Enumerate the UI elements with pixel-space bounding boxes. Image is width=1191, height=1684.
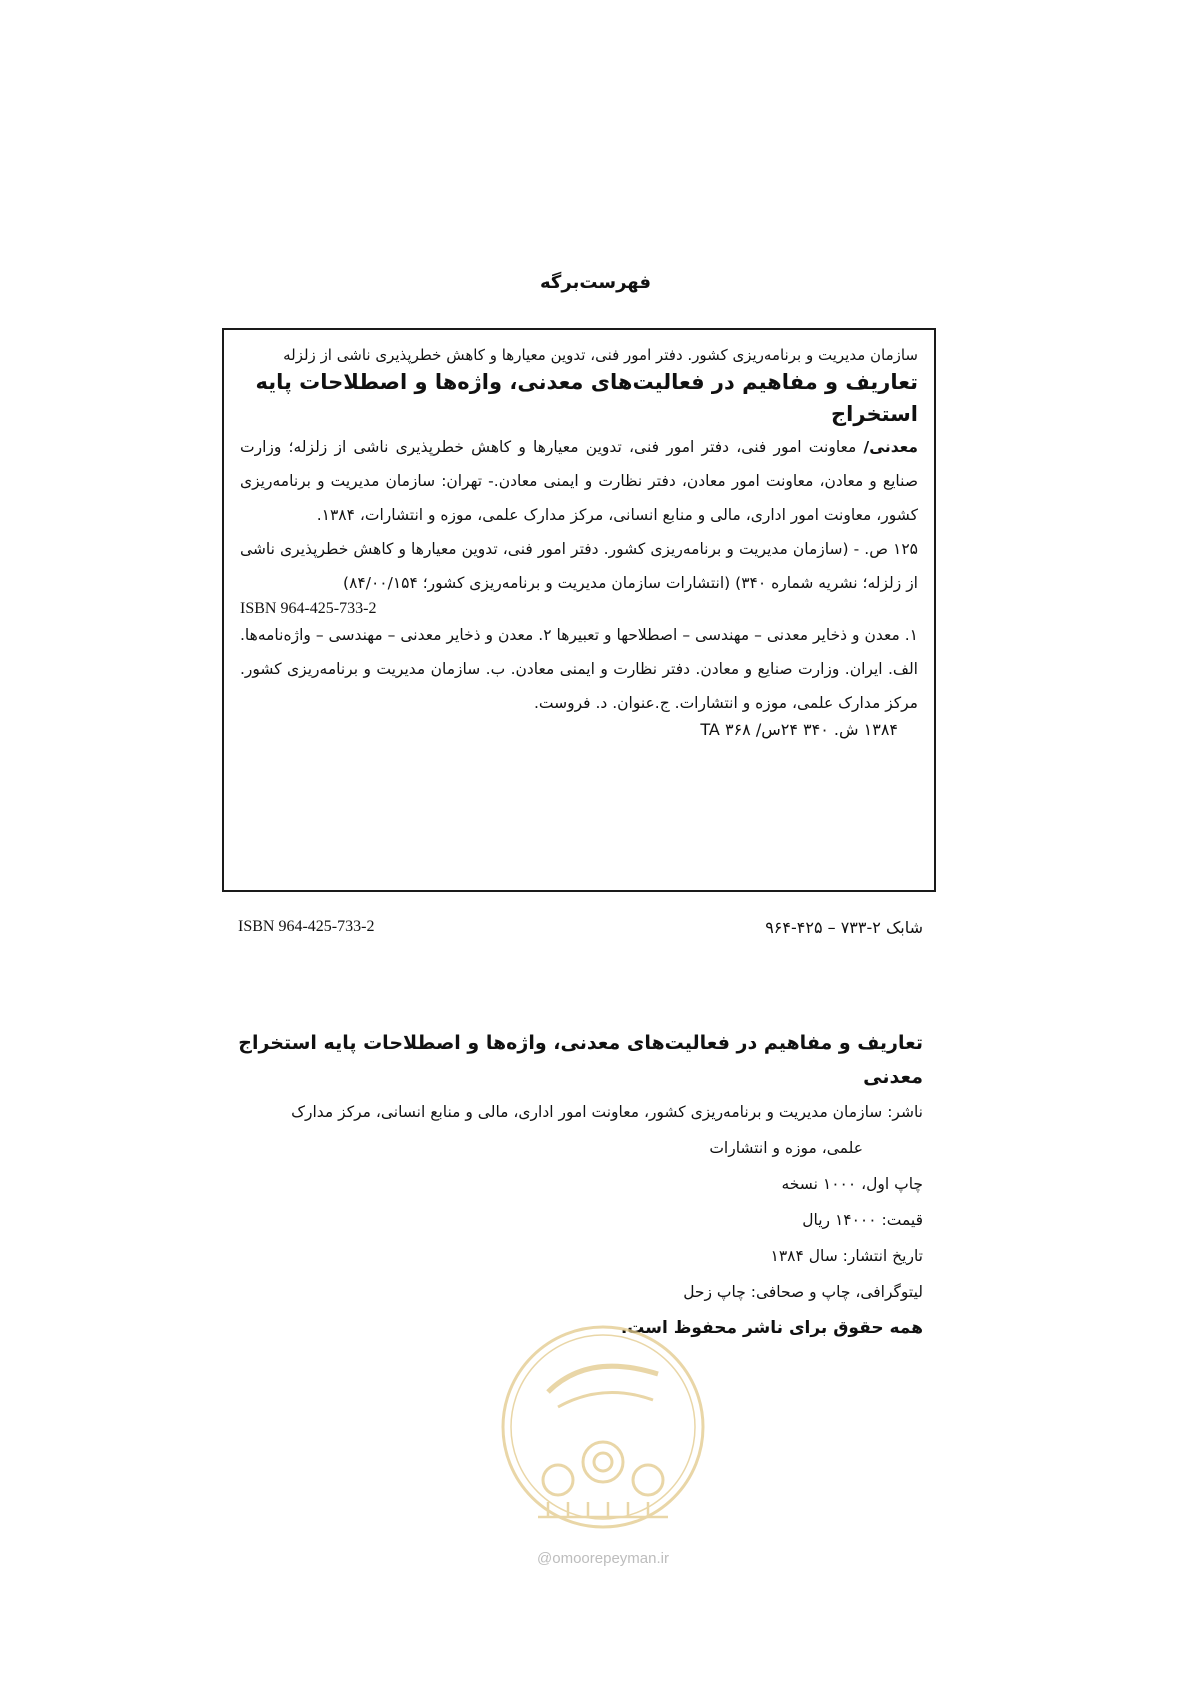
watermark: [488, 1312, 718, 1592]
isbn-persian: شابک ۲-۷۳۳ – ۴۲۵-۹۶۴: [765, 918, 923, 937]
catalog-author-line: سازمان مدیریت و برنامه‌ریزی کشور. دفتر امور فنی، تدوین معیارها و کاهش خطرپذیری ناشی از زلزله: [283, 346, 918, 364]
isbn-latin: ISBN 964-425-733-2: [238, 918, 375, 935]
catalog-description-text: معاونت امور فنی، دفتر امور فنی، تدوین معیارها و کاهش خطرپذیری ناشی از زلزله؛ وزارت صنایع و معادن، معاونت امور معادن، دفتر نظارت و ایمنی معادن.- تهران: سازمان مدیریت و برنامه‌ریزی کشور، معاونت امور اداری، مالی و منابع انسانی، مرکز مدارک علمی، موزه و انتشارات، ۱۳۸۴.: [240, 438, 918, 524]
publication-date: تاریخ انتشار: سال ۱۳۸۴: [770, 1247, 923, 1265]
publication-title: تعاریف و مفاهیم در فعالیت‌های معدنی، واژه‌ها و اصطلاحات پایه استخراج معدنی: [238, 1032, 923, 1088]
watermark-logo-icon: [488, 1312, 718, 1542]
catalog-description: [240, 430, 918, 532]
page-title: فهرست‌برگه: [540, 272, 651, 293]
catalog-series: ۱۲۵ ص. - (سازمان مدیریت و برنامه‌ریزی کشور. دفتر امور فنی، تدوین معیارها و کاهش خطرپذیری ناشی از زلزله؛ نشریه شماره ۳۴۰) (انتشارات سازمان مدیریت و برنامه‌ریزی کشور؛ ۸۴/۰۰/۱۵۴): [240, 540, 918, 592]
catalog-subjects: ۱. معدن و ذخایر معدنی – مهندسی – اصطلاحها و تعبیرها ۲. معدن و ذخایر معدنی – مهندسی – واژه‌نامه‌ها. الف. ایران. وزارت صنایع و معادن. دفتر نظارت و ایمنی معادن. ب. سازمان مدیریت و برنامه‌ریزی کشور. مرکز مدارک علمی، موزه و انتشارات. ج.عنوان. د. فروست.: [240, 626, 918, 712]
catalog-isbn: ISBN 964-425-733-2: [240, 600, 377, 617]
printing: لیتوگرافی، چاپ و صحافی: چاپ زحل: [683, 1283, 923, 1301]
price: قیمت: ۱۴۰۰۰ ریال: [802, 1211, 923, 1229]
catalog-title: تعاریف و مفاهیم در فعالیت‌های معدنی، واژه‌ها و اصطلاحات پایه استخراج: [255, 370, 918, 426]
catalog-call-number: ۱۳۸۴ ش. ۳۴۰ ۲۴س/ ۳۶۸ TA: [700, 720, 898, 739]
publisher-line-continued: علمی، موزه و انتشارات: [709, 1139, 863, 1157]
edition: چاپ اول، ۱۰۰۰ نسخه: [781, 1175, 923, 1193]
catalog-card: [222, 328, 936, 892]
rights-notice: همه حقوق برای ناشر محفوظ است.: [620, 1318, 923, 1338]
publisher-line: ناشر: سازمان مدیریت و برنامه‌ریزی کشور، معاونت امور اداری، مالی و منابع انسانی، مرکز مدارک: [291, 1103, 923, 1121]
watermark-url: @omoorepeyman.ir: [537, 1550, 669, 1567]
catalog-title-end: معدنی/: [863, 438, 918, 456]
publication-info: [223, 1026, 923, 1346]
